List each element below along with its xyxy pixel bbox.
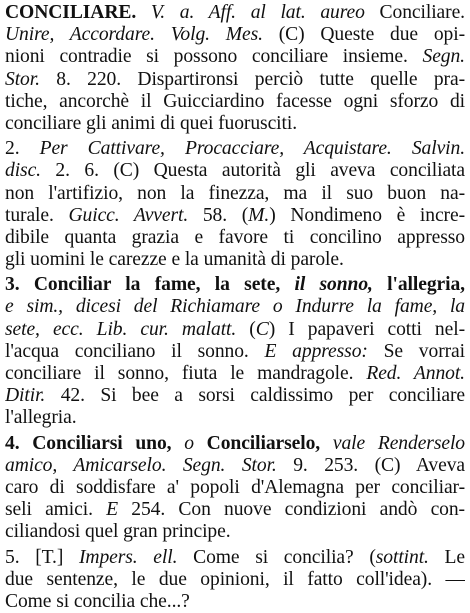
- text-run: turale.: [5, 204, 69, 226]
- text-run: 42. Si bee a sorsi caldissimo per conciliare: [45, 385, 465, 407]
- text-run: Impers. ell.: [78, 546, 178, 568]
- text-line: [5, 499, 465, 521]
- text-run: ) I papaveri cotti nel-: [268, 318, 465, 340]
- text-run: dibile quanta grazia e favore ti concilino appresso: [5, 226, 465, 248]
- text-run: o: [171, 432, 207, 454]
- text-run: E: [106, 499, 119, 521]
- text-run: vale Renderselo: [320, 432, 465, 454]
- text-line: [5, 296, 465, 318]
- text-run: Come si concilia? (: [177, 546, 376, 568]
- text-line: [5, 407, 465, 429]
- text-run: nioni contradie si possono conciliare insieme.: [5, 46, 423, 68]
- text-line: [5, 91, 465, 113]
- text-line: [5, 183, 465, 205]
- text-line: [5, 160, 465, 182]
- text-run: gli uomini le carezze e la umanità di parole.: [5, 249, 344, 271]
- text-run: Unire, Accordare. Volg. Mes.: [5, 24, 263, 46]
- text-run: [136, 2, 151, 23]
- text-run: C: [255, 318, 269, 340]
- text-run: 8. 220. Dispartironsi perciò tutte quelle pra-: [39, 68, 465, 90]
- text-line: [5, 433, 465, 455]
- text-run: l'allegria.: [5, 407, 77, 429]
- text-run: 254. Con nuove condizioni andò con-: [118, 499, 465, 521]
- text-run: 2.: [5, 138, 40, 160]
- text-run: CONCILIARE.: [5, 2, 137, 23]
- text-line: [5, 274, 465, 296]
- text-line: [5, 363, 465, 385]
- text-line: [5, 319, 465, 341]
- text-line: [5, 385, 465, 407]
- text-run: ) Nondimeno è incre-: [269, 204, 465, 226]
- text-line: [5, 2, 465, 24]
- text-run: conciliare gli animi di quei fuorusciti.: [5, 112, 298, 134]
- text-run: E appresso:: [264, 340, 368, 362]
- text-run: Se vorrai: [367, 340, 465, 362]
- text-run: Red. Annot.: [366, 363, 465, 384]
- text-line: [5, 69, 465, 91]
- text-run: e sim., dicesi del Richiamare o Indurre la fame, la: [5, 296, 465, 318]
- text-run: il sonno,: [294, 274, 373, 296]
- text-run: M.: [248, 204, 270, 226]
- text-run: ciliandosi quel gran principe.: [5, 521, 231, 543]
- text-run: Segn.: [422, 46, 465, 68]
- text-run: amico, Amicarselo. Segn. Stor.: [5, 454, 277, 476]
- text-run: 5. [T.]: [5, 546, 79, 568]
- text-run: sete, ecc. Lib. cur. malatt.: [5, 318, 237, 340]
- text-run: l'acqua conciliano il sonno.: [5, 340, 265, 362]
- text-run: 4. Conciliarsi uno,: [5, 432, 172, 454]
- text-run: 3. Conciliar la fame, la sete,: [5, 274, 295, 296]
- text-run: (: [236, 318, 256, 340]
- text-run: caro di soddisfare a' popoli d'Alemagna per conciliar-: [5, 476, 465, 498]
- text-line: [5, 227, 465, 249]
- text-line: [5, 455, 465, 477]
- text-line: [5, 521, 465, 543]
- text-run: V. a. Aff. al lat. aureo: [150, 2, 365, 23]
- text-run: Le: [428, 546, 465, 568]
- text-line: [5, 249, 465, 271]
- text-run: 2. 6. (C) Questa autorità gli aveva conciliata: [40, 160, 465, 182]
- text-line: [5, 569, 465, 591]
- text-run: 9. 253. (C) Aveva: [276, 454, 465, 476]
- text-run: Guicc. Avvert.: [68, 204, 189, 226]
- text-line: [5, 477, 465, 499]
- text-run: Ditir.: [5, 385, 46, 407]
- text-run: Come si concilia che...?: [5, 590, 190, 612]
- text-run: conciliare il sonno, fiuta le mandragole.: [5, 363, 367, 384]
- text-run: Conciliare.: [364, 2, 465, 23]
- text-line: [5, 591, 465, 613]
- text-run: non l'artifizio, non la finezza, ma il suo buon na-: [5, 182, 465, 204]
- text-line: [5, 46, 465, 68]
- text-line: [5, 205, 465, 227]
- text-run: due sentenze, le due opinioni, il fatto coll'idea). —: [5, 568, 465, 590]
- text-line: [5, 138, 465, 160]
- text-run: 58. (: [188, 204, 249, 226]
- text-line: [5, 24, 465, 46]
- text-line: [5, 113, 465, 135]
- text-run: (C) Queste due opi-: [262, 24, 465, 46]
- text-run: Conciliarselo,: [206, 432, 321, 454]
- text-run: tiche, ancorchè il Guicciardino facesse ogni sforzo di: [5, 90, 465, 112]
- text-line: [5, 341, 465, 363]
- text-run: seli amici.: [5, 499, 107, 521]
- text-run: sottint.: [375, 546, 429, 568]
- text-line: [5, 547, 465, 569]
- text-run: Per Cattivare, Procacciare, Acquistare. Salvin.: [39, 138, 465, 160]
- text-run: l'allegria,: [372, 274, 465, 296]
- text-run: Stor.: [5, 68, 40, 90]
- text-run: disc.: [5, 160, 41, 182]
